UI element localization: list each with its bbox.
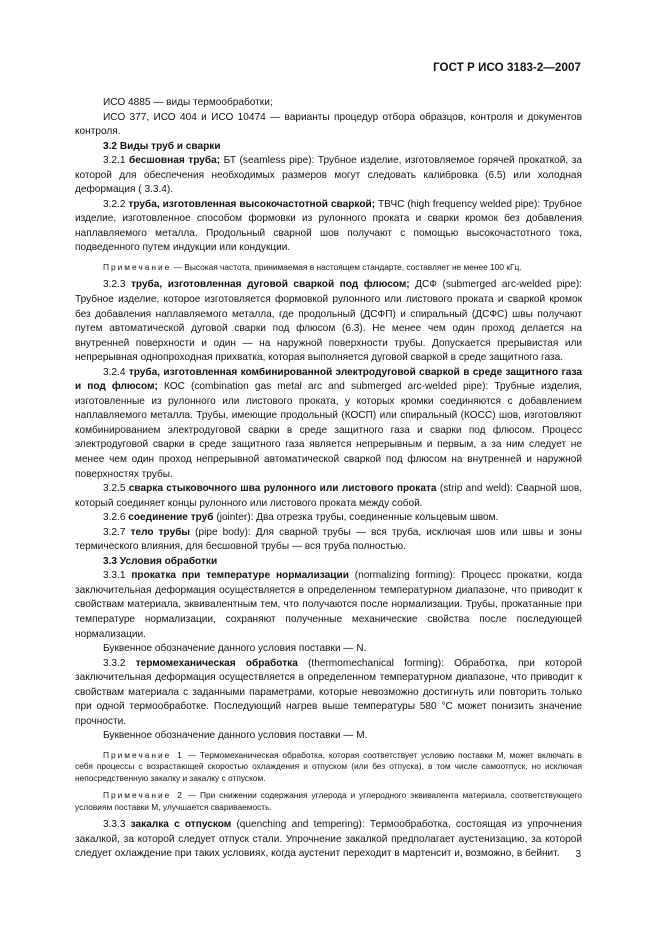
term-definition: ТВЧС (high frequency welded pipe): Трубное изделие, изготовленное способом формовки из рулонного проката и сварки кромок без добавления наплавляемого металла. Продольный сварной шов получают с помощью высокочастотного тока, подведенного путем индукции или кондукции. — [75, 198, 582, 254]
term-title: сварка стыковочного шва рулонного или листового проката — [128, 483, 437, 495]
term-3-2-4 — [75, 366, 582, 482]
term-3-3-1 — [75, 569, 582, 642]
term-title: бесшовная труба; — [129, 155, 221, 167]
note-3-3-2-2 — [75, 790, 582, 813]
term-title: труба, изготовленная высокочастотной сваркой; — [128, 198, 376, 210]
note-text: — При снижении содержания углерода и углеродного эквивалента материала, соответствующего условиям поставки М, улучшается свариваемость. — [75, 790, 582, 812]
term-number: 3.2.2 — [103, 198, 129, 210]
term-3-3-2 — [75, 657, 582, 730]
term-3-2-5 — [75, 482, 582, 511]
paragraph-iso4885: ИСО 4885 — виды термообработки; — [103, 97, 273, 108]
term-title: термомеханическая обработка — [135, 657, 298, 669]
term-3-3-3 — [75, 818, 582, 862]
term-title: соединение труб — [128, 512, 214, 524]
note-text: — Термомеханическая обработка, которая соответствует условию поставки М, может включать в себя процессы с возрастающей скоростью охлаждения и отпуском (или без отпуска), в том числе самоотпуск, но исключая непосредственную закалку и закалку с отпуском. — [75, 749, 582, 783]
note-3-3-2-1 — [75, 750, 582, 784]
term-definition: (pipe body): Для сварной трубы — вся труба, исключая шов или швы и зоны термического влияния, для бесшовной трубы — вся труба полностью. — [75, 526, 582, 553]
document-body — [75, 96, 582, 862]
term-number: 3.2.1 — [103, 155, 130, 167]
note-label: Примечание — [103, 262, 172, 273]
term-definition: (thermomechanical forming): Обработка, при которой заключительная деформация осуществляется в определенном температурном диапазоне, что приводит к свойствам материала с заданными параметрами, которые невозможно достигнуть или повторить только при одной термообработке. Последующий нагрев выше температуры 580 °С может понизить значение прочности. — [75, 657, 582, 727]
term-definition: (normalizing forming): Процесс прокатки, когда заключительная деформация осуществляется в определенном температурном диапазоне, что приводит к свойствам материала, эквивалентным тем, что получаются после нормализации. Трубы, прокатанные при температуре нормализации, сохраняют полученные механические свойства после последующей нормализации. — [75, 570, 582, 640]
term-number: 3.2.6 — [103, 512, 129, 524]
designation-3-3-1: Буквенное обозначение данного условия поставки — N. — [103, 643, 367, 655]
term-number: 3.3.3 — [103, 818, 131, 830]
term-number: 3.3.1 — [103, 570, 132, 582]
term-3-2-2 — [75, 198, 582, 256]
term-title: тело трубы — [130, 526, 191, 538]
term-definition: (strip and weld): Сварной шов, который соединяет концы рулонного или листового проката между собой. — [75, 483, 582, 509]
term-title: труба, изготовленная дуговой сваркой под флюсом; — [130, 279, 410, 291]
section-heading-3-2: 3.2 Виды труб и сварки — [103, 140, 221, 152]
term-definition: (quenching and tempering): Термообработка, состоящая из упрочнения закалкой, за которой следует отпуск стали. Упрочнение закалкой предполагает аустенизацию, за которой следует охлаждение при таких условиях, когда аустенит переходит в мартенсит и, возможно, в бейнит. — [75, 818, 582, 860]
term-3-2-6 — [75, 511, 582, 526]
term-title: прокатка при температуре нормализации — [131, 570, 349, 582]
term-3-2-3 — [75, 278, 582, 365]
term-number: 3.2.5 — [103, 483, 129, 495]
term-number: 3.2.7 — [103, 526, 131, 538]
note-label: Примечание 1 — [103, 749, 184, 760]
page-number: 3 — [575, 849, 581, 860]
term-3-2-7 — [75, 526, 582, 555]
term-number: 3.2.4 — [103, 366, 129, 378]
note-label: Примечание 2 — [103, 790, 184, 801]
document-header: ГОСТ Р ИСО 3183-2—2007 — [433, 62, 581, 74]
designation-3-3-2: Буквенное обозначение данного условия поставки — М. — [103, 730, 368, 742]
term-definition: КОС (combination gas metal arc and submerged arc-welded pipe): Трубные изделия, изготовленные из рулонного или листового проката, у которых кромки соединяются с добавлением наплавляемого металла. Трубы, имеющие продольный (КОСП) или спиральный (КОСС) шов, изготовляют комбинированием электродуговой сварки в среде защитного газа и сварки под флюсом. Процесс электродуговой сварки в среде защитного газа является непрерывным и первым, а за ним следует не менее чем один проход непрерывной автоматической сваркой под флюсом на внутренней и наружной поверхностях трубы. — [75, 381, 582, 480]
term-number: 3.2.3 — [103, 279, 131, 291]
term-title: труба, изготовленная комбинированной электродуговой сваркой в среде защитного газа и под флюсом; — [75, 366, 582, 393]
section-heading-3-3: 3.3 Условия обработки — [103, 555, 218, 567]
term-definition: БТ (seamless pipe): Трубное изделие, изготовляемое горячей прокаткой, за которой для обеспечения необходимых размеров могут следовать калибровка (6.5) или холодная деформация ( 3.3.4). — [75, 155, 582, 196]
note-3-2-2 — [75, 262, 582, 273]
term-3-2-1 — [75, 154, 582, 198]
term-title: закалка с отпуском — [130, 818, 232, 830]
term-definition: ДСФ (submerged arc-welded pipe): Трубное изделие, которое изготовляется формовкой рулонного или листового проката и сваркой кромок без добавления наплавляемого металла, где продольный (ДСФП) и спиральный (ДСФС) швы получают путем автоматической дуговой сварки под флюсом (6.3). Не менее чем один проход делается на внутренней поверхности и один — на наружной поверхности трубы. Допускается прерывистая или непрерывная однопроходная прихватка, которая выполняется дуговой сваркой в среде защитного газа. — [75, 279, 582, 364]
term-definition: (jointer): Два отрезка трубы, соединенные кольцевым швом. — [213, 512, 499, 524]
paragraph-iso377: ИСО 377, ИСО 404 и ИСО 10474 — варианты процедур отбора образцов, контроля и документов контроля. — [75, 111, 582, 138]
note-text: — Высокая частота, принимаемая в настоящем стандарте, составляет не менее 100 кГц. — [171, 262, 522, 273]
term-number: 3.3.2 — [103, 657, 136, 669]
